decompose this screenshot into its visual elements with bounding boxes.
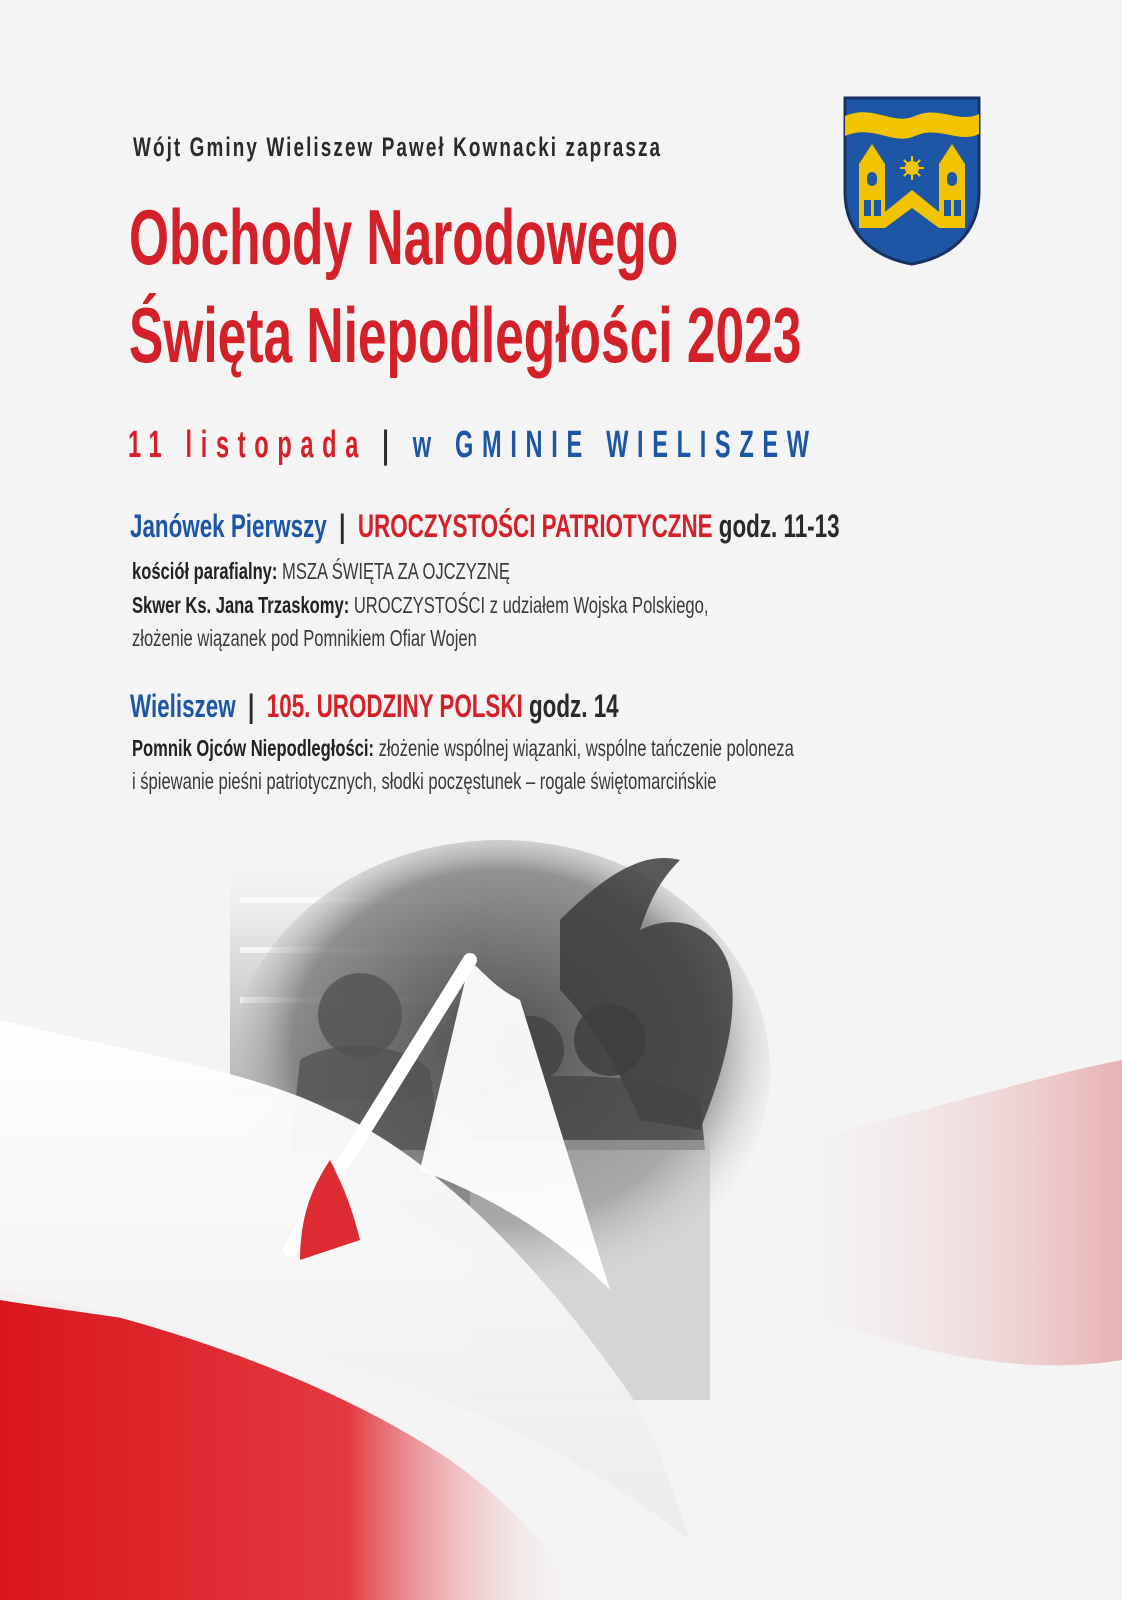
- event-1-separator: |: [339, 508, 346, 544]
- event-2-separator: |: [248, 688, 255, 724]
- event-1-heading: [130, 508, 1122, 545]
- event-2-detail: Pomnik Ojców Niepodległości: złożenie wspólnej wiązanki, wspólne tańczenie poloneza: [132, 735, 794, 761]
- event-place: GMINIE WIELISZEW: [455, 424, 818, 466]
- event-1-detail: Skwer Ks. Jana Trzaskomy: UROCZYSTOŚCI z udziałem Wojska Polskiego,: [132, 592, 709, 618]
- event-2-heading: [130, 688, 828, 725]
- date-prefix: w: [412, 424, 440, 466]
- event-1-location: Janówek Pierwszy: [130, 508, 327, 544]
- date-line: [128, 424, 1122, 467]
- event-1-detail: złożenie wiązanek pod Pomnikiem Ofiar Wojen: [132, 625, 477, 651]
- event-1-detail: kościół parafialny: MSZA ŚWIĘTA ZA OJCZYZNĘ: [132, 558, 510, 584]
- title-line-1: Obchody Narodowego: [129, 193, 679, 281]
- monument-flag-photo: [0, 820, 1122, 1600]
- invitation-line: Wójt Gminy Wieliszew Paweł Kownacki zaprasza: [133, 132, 663, 162]
- event-1-time: godz. 11-13: [718, 508, 840, 544]
- event-date: 11 listopada: [128, 424, 368, 466]
- event-2-detail: i śpiewanie pieśni patriotycznych, słodki poczęstunek – rogale świętomarcińskie: [132, 768, 717, 794]
- date-separator: |: [382, 424, 398, 466]
- event-1-name: UROCZYSTOŚCI PATRIOTYCZNE: [357, 508, 713, 544]
- event-2-time: godz. 14: [529, 688, 619, 724]
- title-line-2: Święta Niepodległości 2023: [129, 291, 802, 379]
- event-2-location: Wieliszew: [130, 688, 236, 724]
- event-2-name: 105. URODZINY POLSKI: [266, 688, 523, 724]
